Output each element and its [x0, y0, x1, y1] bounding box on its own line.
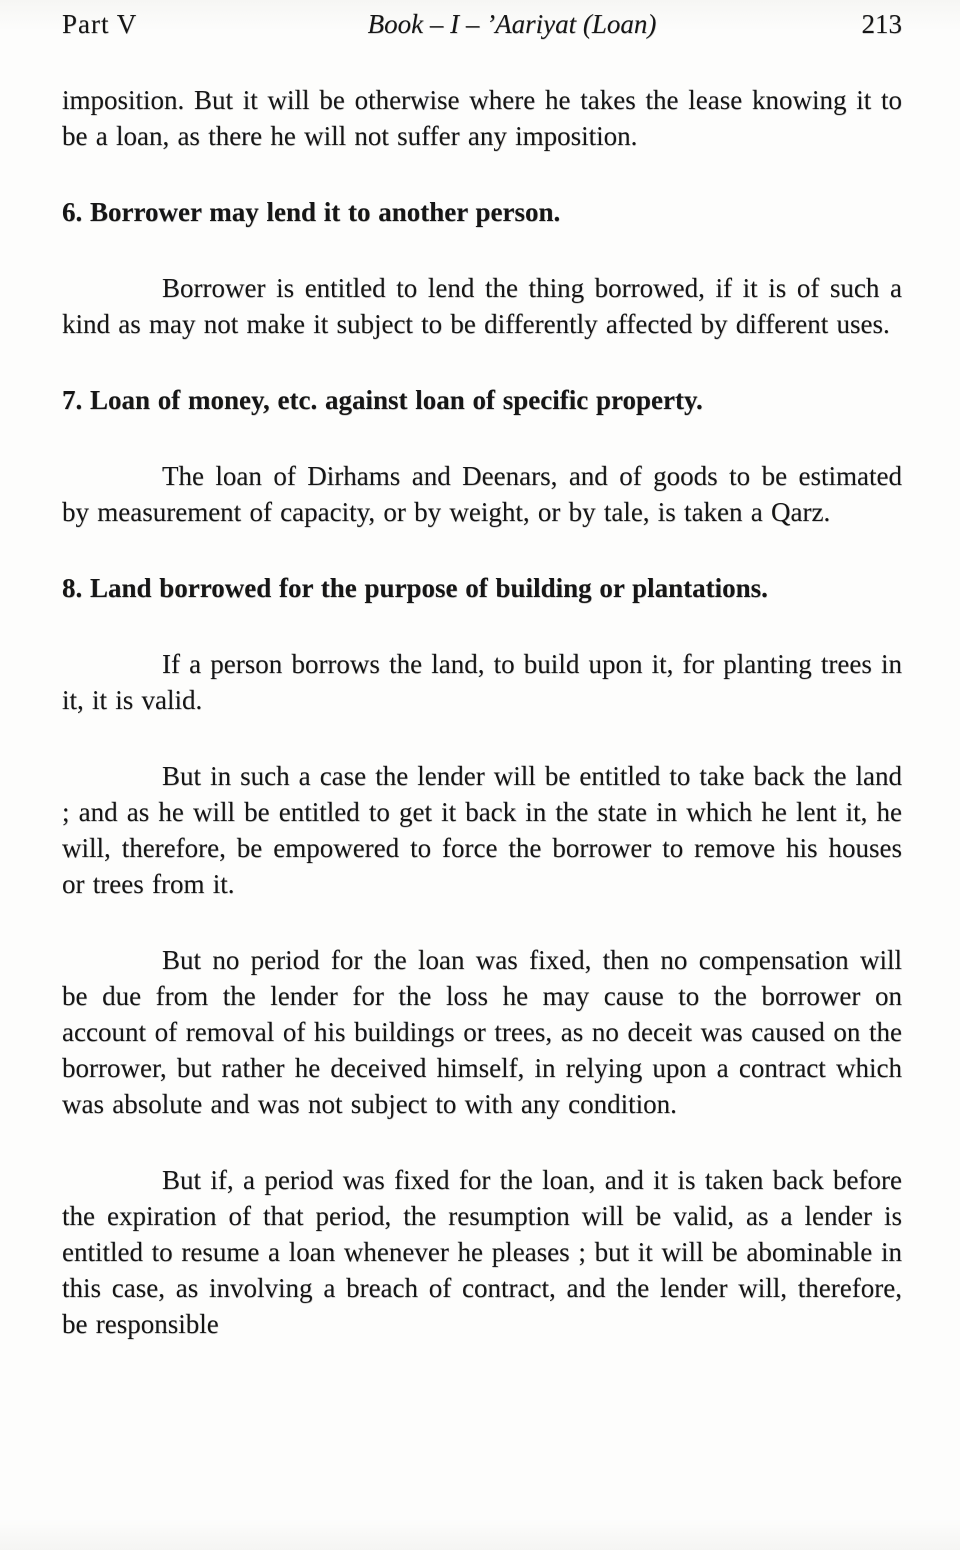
page-number: 213	[861, 9, 902, 39]
paragraph: Borrower is entitled to lend the thing borrowed, if it is of such a kind as may not make it subject to be differently affected by different uses.	[62, 273, 902, 339]
paragraph: imposition. But it will be otherwise where he takes the lease knowing it to be a loan, as there he will not suffer any imposition.	[62, 85, 902, 151]
paragraph: The loan of Dirhams and Deenars, and of goods to be estimated by measurement of capacity, or by weight, or by tale, is taken a Qarz.	[62, 461, 902, 527]
section-heading: 8. Land borrowed for the purpose of building or plantations.	[62, 573, 768, 603]
section-heading: 7. Loan of money, etc. against loan of specific property.	[62, 385, 703, 415]
page-content	[62, 82, 902, 1342]
paragraph: If a person borrows the land, to build upon it, for planting trees in it, it is valid.	[62, 649, 902, 715]
paragraph: But no period for the loan was fixed, then no compensation will be due from the lender for the loss he may cause to the borrower on account of removal of his buildings or trees, as no deceit was caused on the borrower, but rather he deceived himself, in relying upon a contract which was absolute and was not subject to with any condition.	[62, 945, 902, 1119]
header-book-title: Book – I – ’Aariyat (Loan)	[367, 9, 657, 39]
paragraph: But if, a period was fixed for the loan, and it is taken back before the expiration of that period, the resumption will be valid, as a lender is entitled to resume a loan whenever he pleases ; but it will be abominable in this case, as involving a breach of contract, and the lender will, therefore, be responsible	[62, 1165, 902, 1339]
paragraph: But in such a case the lender will be entitled to take back the land ; and as he will be entitled to get it back in the state in which he lent it, he will, therefore, be empowered to force the borrower to remove his houses or trees from it.	[62, 761, 902, 899]
section-heading: 6. Borrower may lend it to another person.	[62, 197, 561, 227]
header-part-label: Part V	[62, 9, 138, 39]
page-header	[62, 6, 902, 42]
